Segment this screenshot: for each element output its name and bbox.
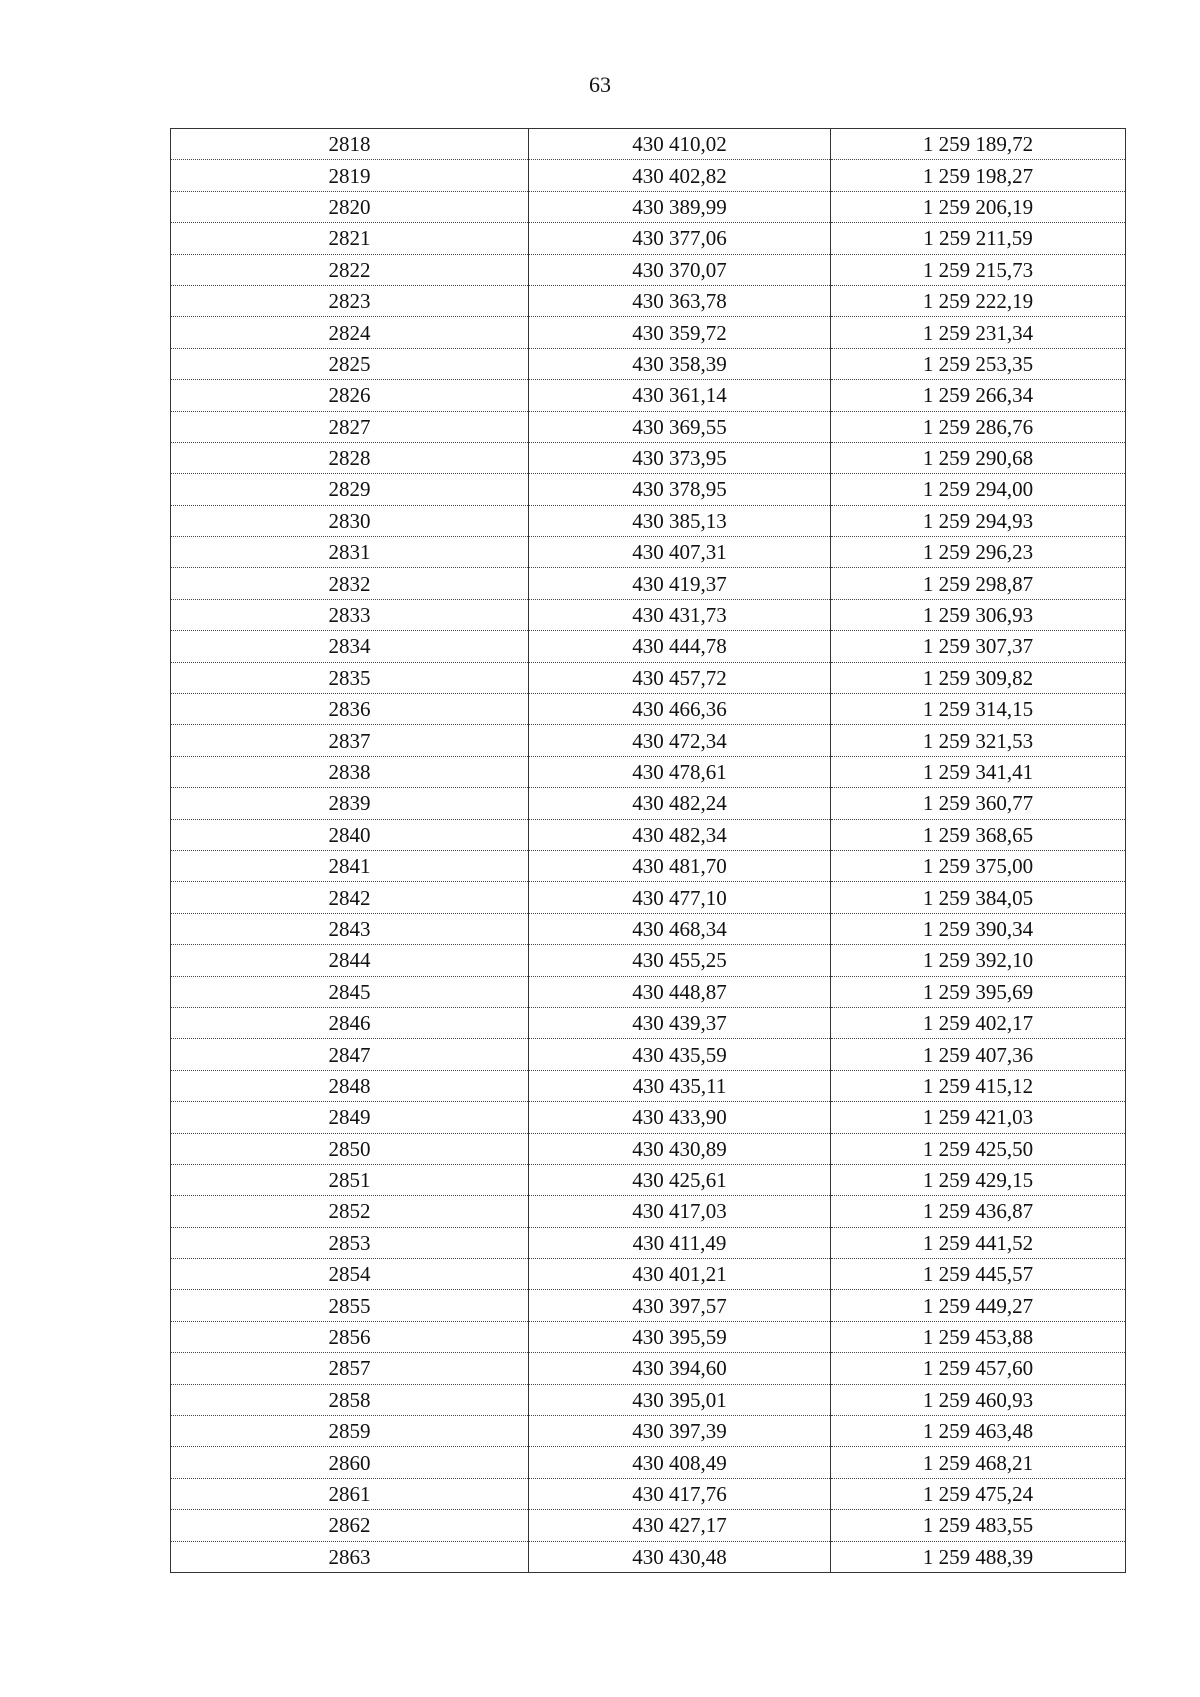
table-row	[171, 1416, 1126, 1447]
x-coordinate-cell: 430 385,13	[529, 505, 831, 536]
x-coordinate-cell: 430 431,73	[529, 599, 831, 630]
x-coordinate-cell: 430 472,34	[529, 725, 831, 756]
y-coordinate-cell: 1 259 449,27	[831, 1290, 1126, 1321]
table-row	[171, 631, 1126, 662]
table-row	[171, 1478, 1126, 1509]
y-coordinate-cell: 1 259 453,88	[831, 1321, 1126, 1352]
y-coordinate-cell: 1 259 286,76	[831, 411, 1126, 442]
y-coordinate-cell: 1 259 445,57	[831, 1259, 1126, 1290]
table-row	[171, 411, 1126, 442]
point-number-cell: 2862	[171, 1510, 529, 1541]
point-number-cell: 2856	[171, 1321, 529, 1352]
table-row	[171, 819, 1126, 850]
x-coordinate-cell: 430 370,07	[529, 254, 831, 285]
y-coordinate-cell: 1 259 306,93	[831, 599, 1126, 630]
table-row	[171, 1384, 1126, 1415]
table-row	[171, 694, 1126, 725]
table-row	[171, 223, 1126, 254]
point-number-cell: 2818	[171, 129, 529, 160]
x-coordinate-cell: 430 402,82	[529, 160, 831, 191]
table-row	[171, 568, 1126, 599]
point-number-cell: 2855	[171, 1290, 529, 1321]
coordinates-table-body	[171, 129, 1126, 1573]
y-coordinate-cell: 1 259 441,52	[831, 1227, 1126, 1258]
table-row	[171, 285, 1126, 316]
y-coordinate-cell: 1 259 206,19	[831, 191, 1126, 222]
point-number-cell: 2843	[171, 913, 529, 944]
x-coordinate-cell: 430 410,02	[529, 129, 831, 160]
point-number-cell: 2846	[171, 1007, 529, 1038]
y-coordinate-cell: 1 259 488,39	[831, 1541, 1126, 1572]
point-number-cell: 2825	[171, 348, 529, 379]
y-coordinate-cell: 1 259 429,15	[831, 1164, 1126, 1195]
x-coordinate-cell: 430 389,99	[529, 191, 831, 222]
point-number-cell: 2853	[171, 1227, 529, 1258]
y-coordinate-cell: 1 259 294,00	[831, 474, 1126, 505]
x-coordinate-cell: 430 377,06	[529, 223, 831, 254]
y-coordinate-cell: 1 259 309,82	[831, 662, 1126, 693]
x-coordinate-cell: 430 395,59	[529, 1321, 831, 1352]
point-number-cell: 2836	[171, 694, 529, 725]
x-coordinate-cell: 430 417,03	[529, 1196, 831, 1227]
table-row	[171, 129, 1126, 160]
point-number-cell: 2852	[171, 1196, 529, 1227]
table-row	[171, 725, 1126, 756]
point-number-cell: 2830	[171, 505, 529, 536]
y-coordinate-cell: 1 259 290,68	[831, 442, 1126, 473]
table-row	[171, 756, 1126, 787]
table-row	[171, 1541, 1126, 1572]
table-row	[171, 254, 1126, 285]
table-row	[171, 1007, 1126, 1038]
x-coordinate-cell: 430 430,89	[529, 1133, 831, 1164]
table-row	[171, 1510, 1126, 1541]
point-number-cell: 2823	[171, 285, 529, 316]
y-coordinate-cell: 1 259 314,15	[831, 694, 1126, 725]
y-coordinate-cell: 1 259 460,93	[831, 1384, 1126, 1415]
point-number-cell: 2829	[171, 474, 529, 505]
point-number-cell: 2821	[171, 223, 529, 254]
x-coordinate-cell: 430 430,48	[529, 1541, 831, 1572]
point-number-cell: 2847	[171, 1039, 529, 1070]
table-row	[171, 442, 1126, 473]
point-number-cell: 2822	[171, 254, 529, 285]
table-row	[171, 1290, 1126, 1321]
point-number-cell: 2859	[171, 1416, 529, 1447]
table-row	[171, 1039, 1126, 1070]
y-coordinate-cell: 1 259 294,93	[831, 505, 1126, 536]
point-number-cell: 2826	[171, 380, 529, 411]
point-number-cell: 2839	[171, 788, 529, 819]
point-number-cell: 2832	[171, 568, 529, 599]
y-coordinate-cell: 1 259 390,34	[831, 913, 1126, 944]
table-row	[171, 788, 1126, 819]
y-coordinate-cell: 1 259 341,41	[831, 756, 1126, 787]
y-coordinate-cell: 1 259 189,72	[831, 129, 1126, 160]
point-number-cell: 2863	[171, 1541, 529, 1572]
x-coordinate-cell: 430 408,49	[529, 1447, 831, 1478]
x-coordinate-cell: 430 369,55	[529, 411, 831, 442]
x-coordinate-cell: 430 468,34	[529, 913, 831, 944]
y-coordinate-cell: 1 259 457,60	[831, 1353, 1126, 1384]
x-coordinate-cell: 430 361,14	[529, 380, 831, 411]
y-coordinate-cell: 1 259 468,21	[831, 1447, 1126, 1478]
x-coordinate-cell: 430 401,21	[529, 1259, 831, 1290]
y-coordinate-cell: 1 259 211,59	[831, 223, 1126, 254]
point-number-cell: 2837	[171, 725, 529, 756]
x-coordinate-cell: 430 455,25	[529, 945, 831, 976]
x-coordinate-cell: 430 433,90	[529, 1102, 831, 1133]
x-coordinate-cell: 430 411,49	[529, 1227, 831, 1258]
x-coordinate-cell: 430 435,59	[529, 1039, 831, 1070]
table-row	[171, 1070, 1126, 1101]
point-number-cell: 2861	[171, 1478, 529, 1509]
point-number-cell: 2850	[171, 1133, 529, 1164]
point-number-cell: 2848	[171, 1070, 529, 1101]
x-coordinate-cell: 430 439,37	[529, 1007, 831, 1038]
y-coordinate-cell: 1 259 395,69	[831, 976, 1126, 1007]
y-coordinate-cell: 1 259 321,53	[831, 725, 1126, 756]
table-row	[171, 505, 1126, 536]
y-coordinate-cell: 1 259 425,50	[831, 1133, 1126, 1164]
table-row	[171, 474, 1126, 505]
table-row	[171, 1353, 1126, 1384]
y-coordinate-cell: 1 259 375,00	[831, 850, 1126, 881]
point-number-cell: 2827	[171, 411, 529, 442]
point-number-cell: 2835	[171, 662, 529, 693]
point-number-cell: 2840	[171, 819, 529, 850]
x-coordinate-cell: 430 397,57	[529, 1290, 831, 1321]
y-coordinate-cell: 1 259 198,27	[831, 160, 1126, 191]
x-coordinate-cell: 430 466,36	[529, 694, 831, 725]
table-row	[171, 1133, 1126, 1164]
y-coordinate-cell: 1 259 298,87	[831, 568, 1126, 599]
y-coordinate-cell: 1 259 483,55	[831, 1510, 1126, 1541]
x-coordinate-cell: 430 378,95	[529, 474, 831, 505]
table-row	[171, 380, 1126, 411]
x-coordinate-cell: 430 482,24	[529, 788, 831, 819]
table-row	[171, 1447, 1126, 1478]
y-coordinate-cell: 1 259 436,87	[831, 1196, 1126, 1227]
table-row	[171, 913, 1126, 944]
point-number-cell: 2838	[171, 756, 529, 787]
x-coordinate-cell: 430 444,78	[529, 631, 831, 662]
point-number-cell: 2849	[171, 1102, 529, 1133]
y-coordinate-cell: 1 259 384,05	[831, 882, 1126, 913]
x-coordinate-cell: 430 482,34	[529, 819, 831, 850]
table-row	[171, 850, 1126, 881]
y-coordinate-cell: 1 259 392,10	[831, 945, 1126, 976]
point-number-cell: 2828	[171, 442, 529, 473]
table-row	[171, 1102, 1126, 1133]
point-number-cell: 2842	[171, 882, 529, 913]
x-coordinate-cell: 430 363,78	[529, 285, 831, 316]
table-row	[171, 976, 1126, 1007]
point-number-cell: 2819	[171, 160, 529, 191]
y-coordinate-cell: 1 259 475,24	[831, 1478, 1126, 1509]
table-row	[171, 537, 1126, 568]
y-coordinate-cell: 1 259 222,19	[831, 285, 1126, 316]
x-coordinate-cell: 430 425,61	[529, 1164, 831, 1195]
table-row	[171, 348, 1126, 379]
point-number-cell: 2834	[171, 631, 529, 662]
point-number-cell: 2841	[171, 850, 529, 881]
point-number-cell: 2854	[171, 1259, 529, 1290]
point-number-cell: 2831	[171, 537, 529, 568]
x-coordinate-cell: 430 448,87	[529, 976, 831, 1007]
y-coordinate-cell: 1 259 463,48	[831, 1416, 1126, 1447]
table-row	[171, 160, 1126, 191]
y-coordinate-cell: 1 259 415,12	[831, 1070, 1126, 1101]
table-row	[171, 945, 1126, 976]
table-row	[171, 317, 1126, 348]
table-row	[171, 1196, 1126, 1227]
y-coordinate-cell: 1 259 296,23	[831, 537, 1126, 568]
y-coordinate-cell: 1 259 231,34	[831, 317, 1126, 348]
y-coordinate-cell: 1 259 402,17	[831, 1007, 1126, 1038]
y-coordinate-cell: 1 259 421,03	[831, 1102, 1126, 1133]
table-row	[171, 1321, 1126, 1352]
point-number-cell: 2860	[171, 1447, 529, 1478]
point-number-cell: 2844	[171, 945, 529, 976]
x-coordinate-cell: 430 457,72	[529, 662, 831, 693]
point-number-cell: 2857	[171, 1353, 529, 1384]
x-coordinate-cell: 430 394,60	[529, 1353, 831, 1384]
table-row	[171, 599, 1126, 630]
point-number-cell: 2824	[171, 317, 529, 348]
point-number-cell: 2833	[171, 599, 529, 630]
y-coordinate-cell: 1 259 360,77	[831, 788, 1126, 819]
x-coordinate-cell: 430 358,39	[529, 348, 831, 379]
point-number-cell: 2845	[171, 976, 529, 1007]
point-number-cell: 2851	[171, 1164, 529, 1195]
x-coordinate-cell: 430 397,39	[529, 1416, 831, 1447]
x-coordinate-cell: 430 478,61	[529, 756, 831, 787]
x-coordinate-cell: 430 427,17	[529, 1510, 831, 1541]
table-row	[171, 191, 1126, 222]
y-coordinate-cell: 1 259 407,36	[831, 1039, 1126, 1070]
table-row	[171, 1227, 1126, 1258]
y-coordinate-cell: 1 259 253,35	[831, 348, 1126, 379]
x-coordinate-cell: 430 359,72	[529, 317, 831, 348]
y-coordinate-cell: 1 259 368,65	[831, 819, 1126, 850]
table-row	[171, 1164, 1126, 1195]
x-coordinate-cell: 430 395,01	[529, 1384, 831, 1415]
table-row	[171, 662, 1126, 693]
x-coordinate-cell: 430 435,11	[529, 1070, 831, 1101]
x-coordinate-cell: 430 407,31	[529, 537, 831, 568]
x-coordinate-cell: 430 417,76	[529, 1478, 831, 1509]
y-coordinate-cell: 1 259 215,73	[831, 254, 1126, 285]
table-row	[171, 1259, 1126, 1290]
point-number-cell: 2858	[171, 1384, 529, 1415]
y-coordinate-cell: 1 259 307,37	[831, 631, 1126, 662]
x-coordinate-cell: 430 477,10	[529, 882, 831, 913]
page-number: 63	[589, 72, 611, 97]
x-coordinate-cell: 430 419,37	[529, 568, 831, 599]
x-coordinate-cell: 430 373,95	[529, 442, 831, 473]
point-number-cell: 2820	[171, 191, 529, 222]
table-row	[171, 882, 1126, 913]
y-coordinate-cell: 1 259 266,34	[831, 380, 1126, 411]
coordinates-table	[170, 128, 1126, 1573]
x-coordinate-cell: 430 481,70	[529, 850, 831, 881]
